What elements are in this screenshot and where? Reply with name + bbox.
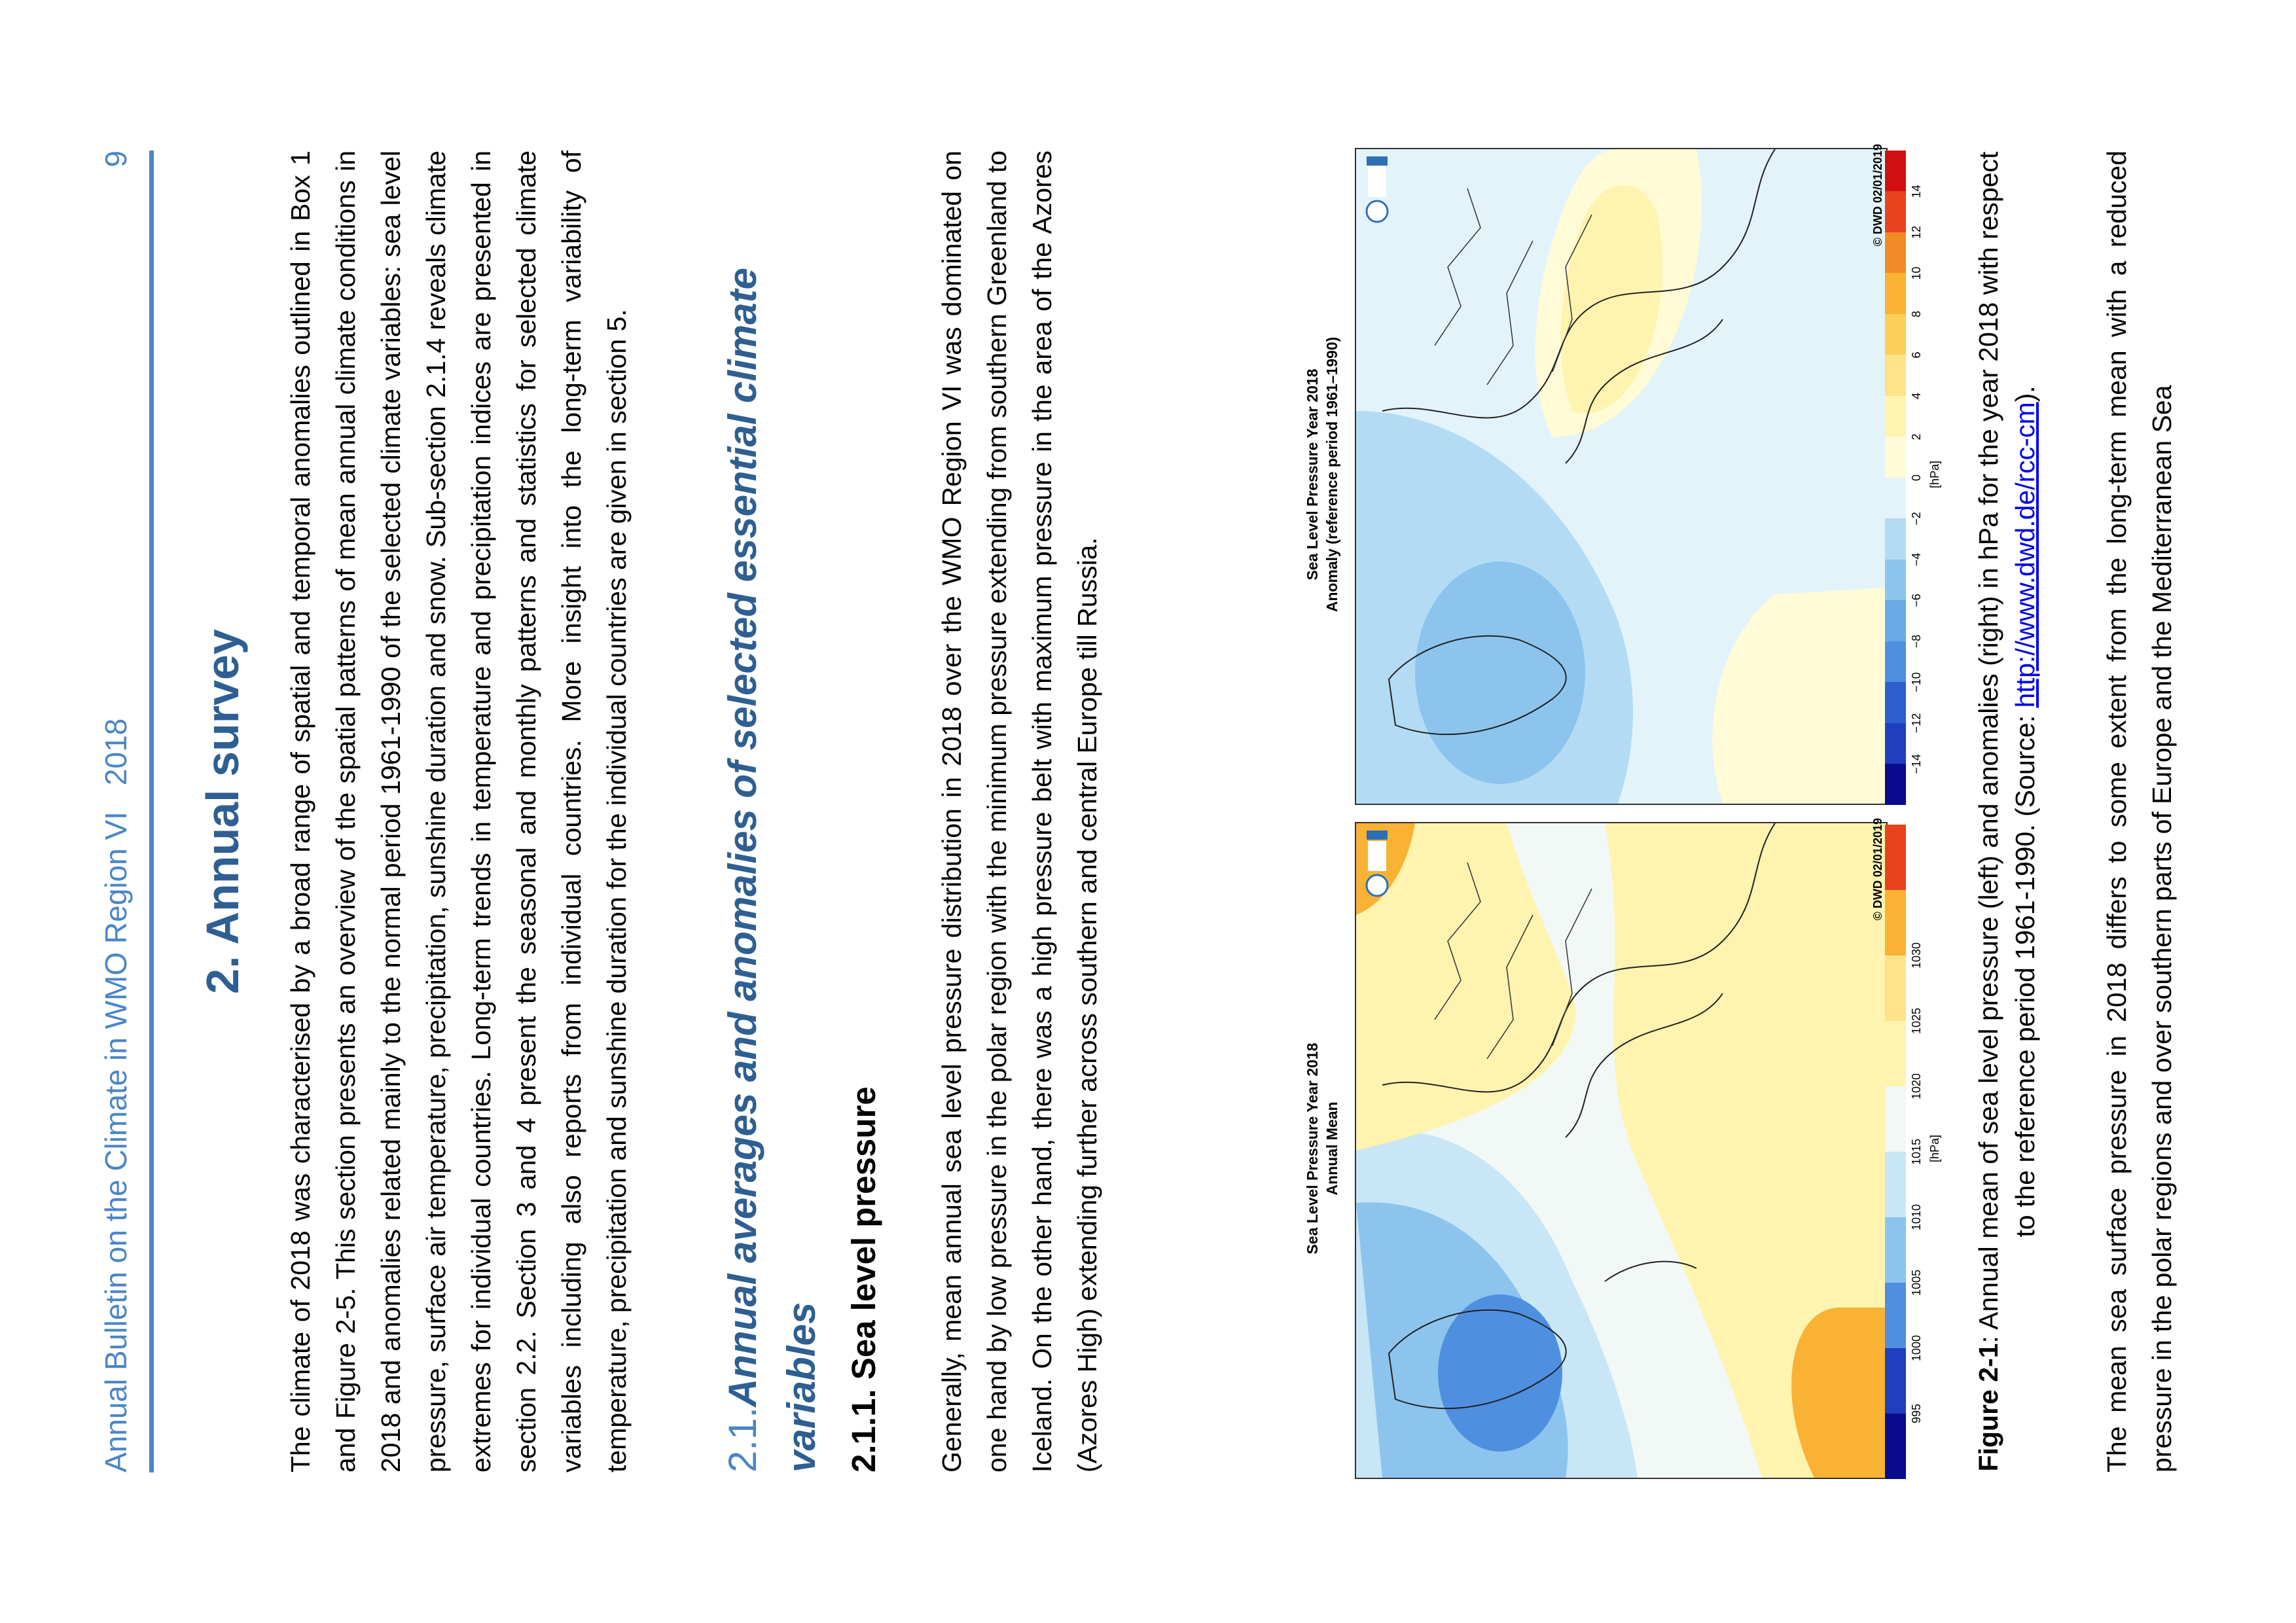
colorbar-tick-label: −8 [1910, 634, 1923, 649]
colorbar-tick-label: −6 [1910, 594, 1923, 607]
pressure-map-mean [1355, 822, 1888, 1479]
subsubsection-heading: 2.1.1. Sea level pressure [845, 1086, 882, 1472]
caption-label: Figure 2-1 [1973, 1343, 2003, 1472]
colorbar-unit: [hPa] [1928, 1134, 1941, 1163]
colorbar-tick-label: −2 [1910, 512, 1923, 526]
colorbar-swatch [1885, 683, 1906, 724]
colorbar-tick-label: 6 [1910, 351, 1923, 359]
colorbar-tick-label: 1025 [1910, 1007, 1923, 1035]
colorbar-tick-label: −12 [1910, 713, 1923, 734]
header-year: 2018 [99, 718, 133, 786]
header-divider [149, 151, 154, 1472]
colorbar-tick-label: −4 [1910, 552, 1923, 567]
page-number: 9 [99, 151, 133, 168]
colorbar-tick-label: 0 [1910, 474, 1923, 482]
colorbar-swatch [1885, 764, 1906, 806]
figure-title [1302, 818, 1342, 1479]
colorbar-tick-label: 10 [1910, 266, 1923, 280]
header-title [98, 719, 134, 1472]
colorbar-tick-label: 1000 [1910, 1334, 1923, 1362]
colorbar-tick-label: 1005 [1910, 1269, 1923, 1296]
colorbar-tick-label: 1030 [1910, 942, 1923, 969]
figure-title-line2: Annual Mean [1323, 1101, 1340, 1196]
figure-anomaly [1302, 144, 1941, 805]
colorbar-tick-label: 1015 [1910, 1138, 1923, 1166]
colorbar-swatch [1885, 1217, 1906, 1283]
colorbar-tick-label: 8 [1910, 310, 1923, 318]
wmo-logo [1360, 154, 1394, 223]
colorbar-tick-label: 1020 [1910, 1073, 1923, 1100]
subsection-title: Annual averages and anomalies of selected essential climate variables [721, 268, 823, 1472]
colorbar-swatch [1885, 560, 1906, 601]
pressure-map-anomaly [1355, 148, 1888, 805]
map-graphic [1356, 823, 1886, 1478]
colorbar-swatch [1885, 1021, 1906, 1086]
caption-text: : Annual mean of sea level pressure (left) and anomalies (right) in hPa for the year 2018 with respect to the reference period 1961-1990. (Source: [1973, 151, 2040, 1344]
figure-annual-mean [1302, 818, 1941, 1479]
figure-caption [1970, 151, 2043, 1472]
colorbar-swatch [1885, 955, 1906, 1021]
colorbar-swatch [1885, 314, 1906, 355]
source-link[interactable]: http://www.dwd.de/rcc-cm [2010, 402, 2040, 708]
colorbar-swatch [1885, 396, 1906, 437]
colorbar-tick-label: 12 [1910, 225, 1923, 240]
colorbar-swatch [1885, 1152, 1906, 1217]
colorbar-swatch [1885, 151, 1906, 192]
colorbar-swatch [1885, 641, 1906, 683]
colorbar-swatch [1885, 825, 1906, 890]
colorbar-tick-label: 2 [1910, 433, 1923, 440]
colorbar-anomaly [1885, 151, 1906, 805]
colorbar-unit: [hPa] [1928, 460, 1941, 489]
colorbar-swatch [1885, 192, 1906, 233]
header-title-text: Annual Bulletin on the Climate in WMO Region VI [99, 812, 133, 1472]
colorbar-tick-label: −14 [1910, 754, 1923, 774]
slp-paragraph: Generally, mean annual sea level pressure distribution in 2018 over the WMO Region VI was dominated on one hand by low pressure in the polar region with the minimum pressure extending from southern Greenland to Iceland. On the other hand, there was a high pressure belt with maximum pressure in the area of the Azores (Azores High) extending further across southern and central Europe till Russia. [937, 151, 1102, 1472]
figure-title-line1: Sea Level Pressure Year 2018 [1304, 1043, 1321, 1255]
colorbar-tick-label: 995 [1910, 1403, 1923, 1424]
colorbar-tick-label: −10 [1910, 672, 1923, 692]
subsection-heading [713, 151, 831, 1472]
map-graphic [1356, 149, 1886, 804]
colorbar-tick-label: 14 [1910, 185, 1923, 198]
colorbar-swatch [1885, 519, 1906, 560]
colorbar-tick-label: 4 [1910, 392, 1923, 400]
colorbar-swatch [1885, 478, 1906, 519]
closing-paragraph: The mean sea surface pressure in 2018 differs to some extent from the long-term mean with a reduced pressure in the polar regions and over southern parts of Europe and the Mediterranean Sea [2102, 151, 2177, 1472]
colorbar-labels-mean [1910, 825, 1929, 1479]
running-header [98, 151, 151, 1472]
colorbar-swatch [1885, 274, 1906, 315]
colorbar-swatch [1885, 601, 1906, 642]
colorbar-swatch [1885, 1348, 1906, 1414]
colorbar-swatch [1885, 1414, 1906, 1479]
colorbar-swatch [1885, 355, 1906, 397]
figure-title [1302, 144, 1342, 805]
caption-end: ). [2010, 385, 2040, 402]
colorbar-swatch [1885, 232, 1906, 274]
colorbar-mean [1885, 825, 1906, 1479]
figure-title-line2: Anomaly (reference period 1961–1990) [1323, 336, 1340, 613]
subsection-number: 2.1. [721, 1406, 764, 1472]
figure-title-line1: Sea Level Pressure Year 2018 [1304, 368, 1321, 580]
map-copyright: © DWD 02/01/2019 [1871, 144, 1884, 247]
intro-paragraph: The climate of 2018 was characterised by a broad range of spatial and temporal anomalies outlined in Box 1 and Figure 2-5. This section presents an overview of the spatial patterns of mean annual climate conditions in 2018 and anomalies related mainly to the normal period 1961-1990 of the selected climate variables: sea level pressure, surface air temperature, precipitation, sunshine duration and snow. Sub-section 2.1.4 reveals climate extremes for individual countries. Long-term trends in temperature and precipitation indices are presented in section 2.2. Section 3 and 4 present the seasonal and monthly patterns and statistics for selected climate variables including also reports from individual countries. More insight into the long-term variability of temperature, precipitation and sunshine duration for the individual countries are given in section 5. [285, 151, 632, 1472]
colorbar-swatch [1885, 1283, 1906, 1348]
colorbar-tick-label: 1010 [1910, 1204, 1923, 1231]
wmo-logo [1360, 829, 1394, 897]
colorbar-swatch [1885, 437, 1906, 478]
colorbar-swatch [1885, 890, 1906, 955]
map-copyright: © DWD 02/01/2019 [1871, 818, 1884, 921]
colorbar-labels-anomaly [1910, 151, 1929, 805]
section-heading: 2. Annual survey [197, 629, 248, 994]
colorbar-swatch [1885, 723, 1906, 764]
colorbar-swatch [1885, 1086, 1906, 1152]
